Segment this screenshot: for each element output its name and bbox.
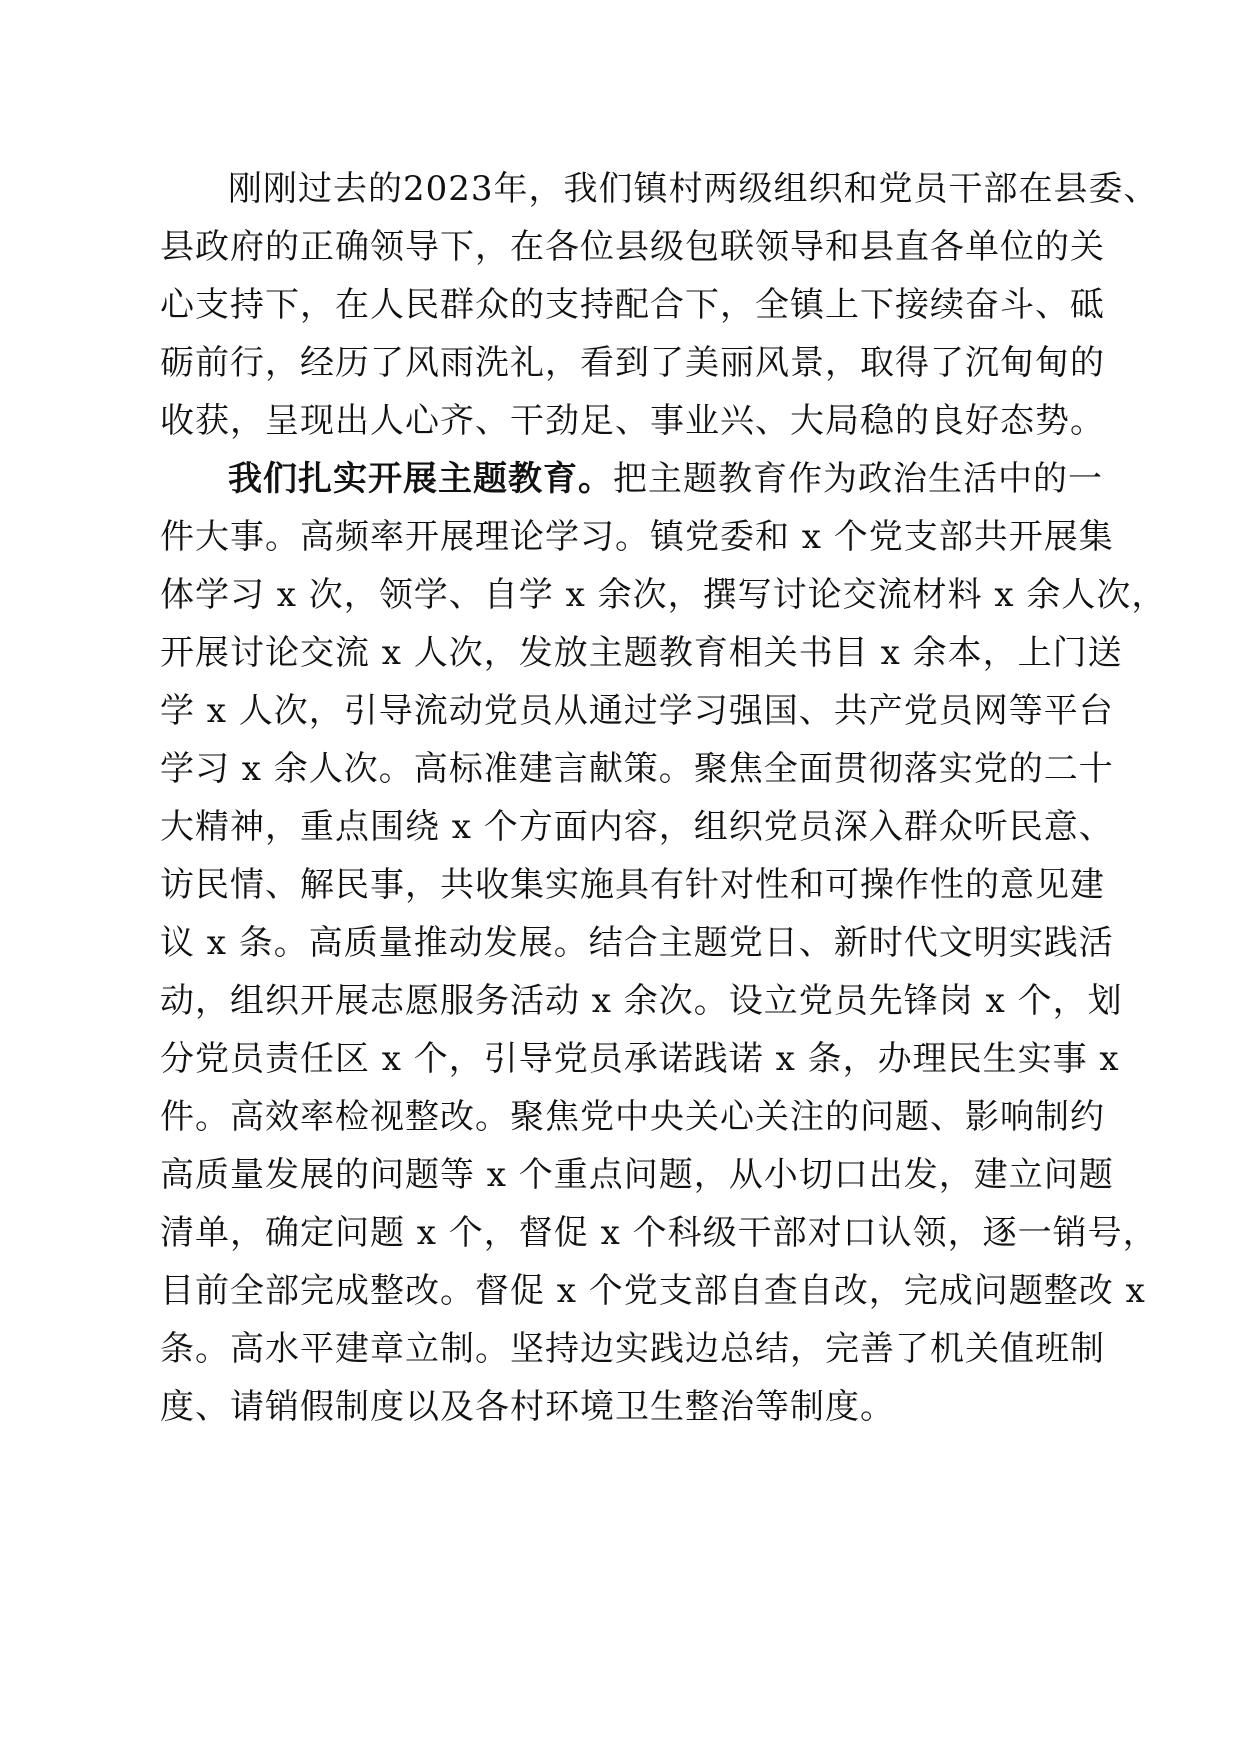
paragraph-first-line-text: 把主题教育作为政治生活中的一 (613, 459, 1103, 499)
paragraph-intro (160, 160, 1159, 450)
paragraph-line: 砺前行，经历了风雨洗礼，看到了美丽风景，取得了沉甸甸的 (160, 343, 1105, 383)
paragraph-line: 件大事。高频率开展理论学习。镇党委和 x 个党支部共开展集 (160, 517, 1114, 557)
paragraph-line: 议 x 条。高质量推动发展。结合主题党日、新时代文明实践活 (160, 923, 1114, 963)
paragraph-line: 收获，呈现出人心齐、干劲足、事业兴、大局稳的良好态势。 (160, 401, 1105, 441)
paragraph-line: 访民情、解民事，共收集实施具有针对性和可操作性的意见建 (160, 865, 1105, 905)
paragraph-line: 动，组织开展志愿服务活动 x 余次。设立党员先锋岗 x 个，划 (160, 981, 1123, 1021)
paragraph-line: 条。高水平建章立制。坚持边实践边总结，完善了机关值班制 (160, 1329, 1105, 1369)
paragraph-line: 分党员责任区 x 个，引导党员承诺践诺 x 条，办理民生实事 x (160, 1039, 1120, 1079)
paragraph-theme-education (160, 450, 1167, 1436)
paragraph-line: 高质量发展的问题等 x 个重点问题，从小切口出发，建立问题 (160, 1155, 1114, 1195)
paragraph-line: 开展讨论交流 x 人次，发放主题教育相关书目 x 余本，上门送 (160, 633, 1123, 673)
paragraph-line: 刚刚过去的2023年，我们镇村两级组织和党员干部在县委、 (228, 169, 1159, 209)
paragraph-line: 学 x 人次，引导流动党员从通过学习强国、共产党员网等平台 (160, 691, 1114, 731)
paragraph-line: 心支持下，在人民群众的支持配合下，全镇上下接续奋斗、砥 (160, 285, 1105, 325)
paragraph-line: 目前全部完成整改。督促 x 个党支部自查自改，完成问题整改 x (160, 1271, 1146, 1311)
paragraph-line: 大精神，重点围绕 x 个方面内容，组织党员深入群众听民意、 (160, 807, 1114, 847)
paragraph-line: 清单，确定问题 x 个，督促 x 个科级干部对口认领，逐一销号， (160, 1213, 1158, 1253)
paragraph-heading: 我们扎实开展主题教育。 (228, 459, 613, 499)
paragraph-line: 体学习 x 次，领学、自学 x 余次，撰写讨论交流材料 x 余人次， (160, 575, 1167, 615)
paragraph-line: 度、请销假制度以及各村环境卫生整治等制度。 (160, 1387, 895, 1427)
paragraph-first-line (160, 450, 1103, 508)
paragraph-line: 县政府的正确领导下，在各位县级包联领导和县直各单位的关 (160, 227, 1105, 267)
paragraph-line: 学习 x 余人次。高标准建言献策。聚焦全面贯彻落实党的二十 (160, 749, 1114, 789)
document-body (160, 160, 1167, 1436)
paragraph-line: 件。高效率检视整改。聚焦党中央关心关注的问题、影响制约 (160, 1097, 1105, 1137)
